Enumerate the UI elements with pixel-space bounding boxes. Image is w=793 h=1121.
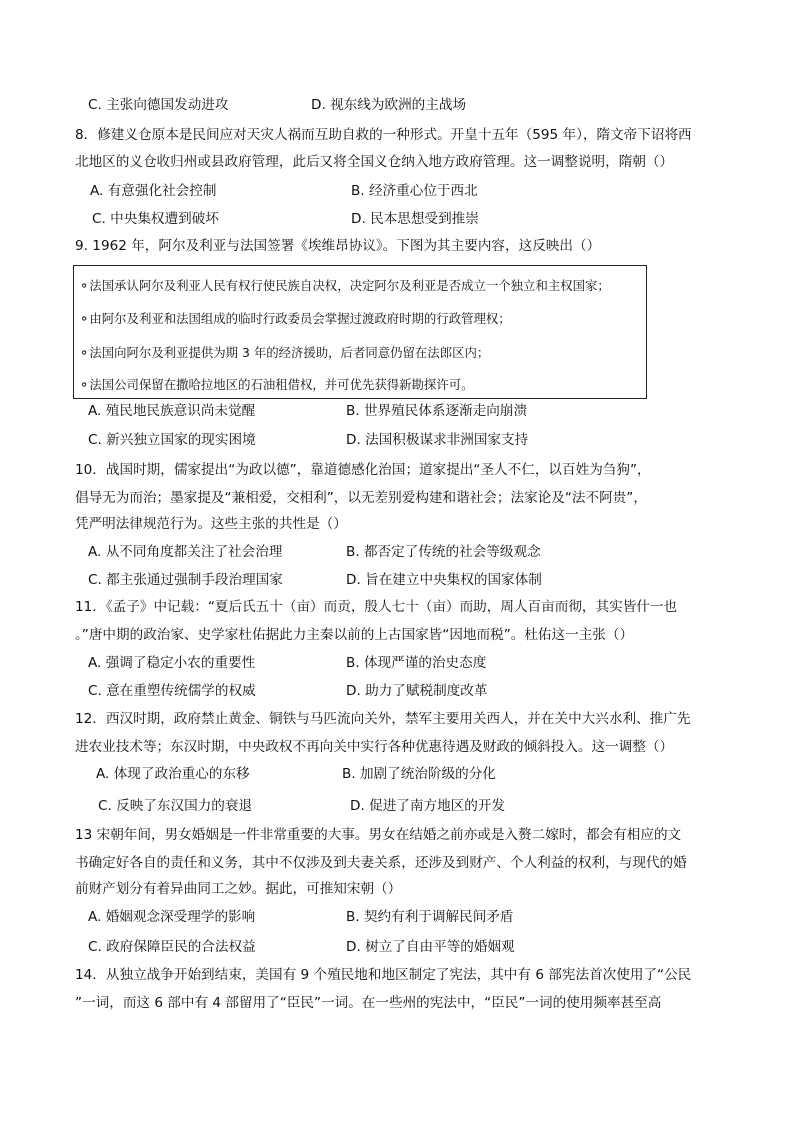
q9-option-c: C. 新兴独立国家的现实困境	[88, 432, 256, 448]
q9-stem: 9. 1962 年，阿尔及利亚与法国签署《埃维昂协议》。下图为其主要内容，这反映出（）	[75, 238, 601, 254]
q7-option-c: C. 主张向德国发动进攻	[88, 97, 229, 113]
q12-option-c: C. 反映了东汉国力的衰退	[98, 798, 253, 814]
q9-box-item-3: ⚬法国向阿尔及利亚提供为期 3 年的经济援助，后者同意仍留在法郎区内；	[79, 345, 490, 360]
q13-option-a: A. 婚姻观念深受理学的影响	[88, 909, 256, 925]
q14-stem-line-1: 14．从独立战争开始到结束，美国有 9 个殖民地和地区制定了宪法，其中有 6 部宪法首次使用了“公民	[75, 967, 692, 983]
q9-agreement-box	[73, 265, 647, 399]
q12-option-a: A. 体现了政治重心的东移	[96, 766, 250, 782]
q9-option-d: D. 法国积极谋求非洲国家支持	[346, 432, 529, 448]
q10-stem-line-1: 10．战国时期，儒家提出“为政以德”，靠道德感化治国；道家提出“圣人不仁，以百姓为刍狗”，	[75, 462, 651, 478]
q13-option-b: B. 契约有利于调解民间矛盾	[346, 909, 514, 925]
q9-option-b: B. 世界殖民体系逐渐走向崩溃	[346, 403, 528, 419]
q10-option-c: C. 都主张通过强制手段治理国家	[88, 572, 283, 588]
q7-option-d: D. 视东线为欧洲的主战场	[311, 97, 467, 113]
q9-box-item-4: ⚬法国公司保留在撒哈拉地区的石油租借权，并可优先获得新勘探许可。	[79, 377, 474, 392]
q11-option-a: A. 强调了稳定小农的重要性	[88, 655, 256, 671]
q8-option-a: A. 有意强化社会控制	[90, 183, 217, 199]
q11-option-c: C. 意在重塑传统儒学的权威	[88, 683, 256, 699]
q13-option-c: C. 政府保障臣民的合法权益	[88, 939, 256, 955]
q8-option-c: C. 中央集权遭到破坏	[92, 211, 219, 227]
q11-stem-line-2: 。”唐中期的政治家、史学家杜佑据此力主秦以前的上古国家皆“因地而税”。杜佑这一主张（）	[75, 627, 634, 643]
q8-option-b: B. 经济重心位于西北	[351, 183, 478, 199]
q10-stem-line-3: 凭严明法律规范行为。这些主张的共性是（）	[75, 516, 347, 532]
q10-option-a: A. 从不同角度都关注了社会治理	[88, 544, 283, 560]
q8-stem-line-1: 8．修建义仓原本是民间应对天灾人祸而互助自救的一种形式。开皇十五年（595 年），隋文帝下诏将西	[75, 127, 692, 143]
q8-stem-line-2: 北地区的义仓收归州或县政府管理，此后又将全国义仓纳入地方政府管理。这一调整说明，隋朝（）	[75, 154, 674, 170]
q10-option-d: D. 旨在建立中央集权的国家体制	[346, 572, 542, 588]
q11-option-d: D. 助力了赋税制度改革	[346, 683, 488, 699]
q13-stem-line-3: 前财产划分有着异曲同工之妙。据此，可推知宋朝（）	[75, 881, 402, 897]
q12-option-b: B. 加剧了统治阶级的分化	[342, 766, 496, 782]
q13-option-d: D. 树立了自由平等的婚姻观	[346, 939, 515, 955]
q12-stem-line-1: 12．西汉时期，政府禁止黄金、铜铁与马匹流向关外，禁军主要用关西人，并在关中大兴水利、推广先	[75, 711, 691, 727]
q9-option-a: A. 殖民地民族意识尚未觉醒	[88, 403, 256, 419]
q11-option-b: B. 体现严谨的治史态度	[346, 655, 487, 671]
q12-option-d: D. 促进了南方地区的开发	[350, 798, 506, 814]
q9-box-item-1: ⚬法国承认阿尔及利亚人民有权行使民族自决权，决定阿尔及利亚是否成立一个独立和主权国家；	[79, 278, 610, 293]
q10-stem-line-2: 倡导无为而治；墨家提及“兼相爱，交相利”，以无差别爱构建和谐社会；法家论及“法不阿贵”，	[75, 490, 647, 506]
q13-stem-line-1: 13 宋朝年间，男女婚姻是一件非常重要的大事。男女在结婚之前亦或是入赘二嫁时，都会有相应的文	[75, 827, 682, 843]
q11-stem-line-1: 11．《孟子》中记载：“夏后氏五十（亩）而贡，殷人七十（亩）而助，周人百亩而彻，其实皆什一也	[75, 599, 678, 615]
q8-option-d: D. 民本思想受到推崇	[351, 211, 479, 227]
q14-stem-line-2: ”一词，而这 6 部中有 4 部留用了“臣民”一词。在一些州的宪法中，“臣民”一词的使用频率甚至高	[75, 995, 662, 1011]
q9-box-item-2: ⚬由阿尔及利亚和法国组成的临时行政委员会掌握过渡政府时期的行政管理权；	[79, 311, 511, 326]
q13-stem-line-2: 书确定好各自的责任和义务，其中不仅涉及到夫妻关系，还涉及到财产、个人利益的权利，与现代的婚	[75, 855, 687, 871]
q10-option-b: B. 都否定了传统的社会等级观念	[346, 544, 541, 560]
q12-stem-line-2: 进农业技术等；东汉时期，中央政权不再向关中实行各种优惠待遇及财政的倾斜投入。这一调整（）	[75, 739, 674, 755]
